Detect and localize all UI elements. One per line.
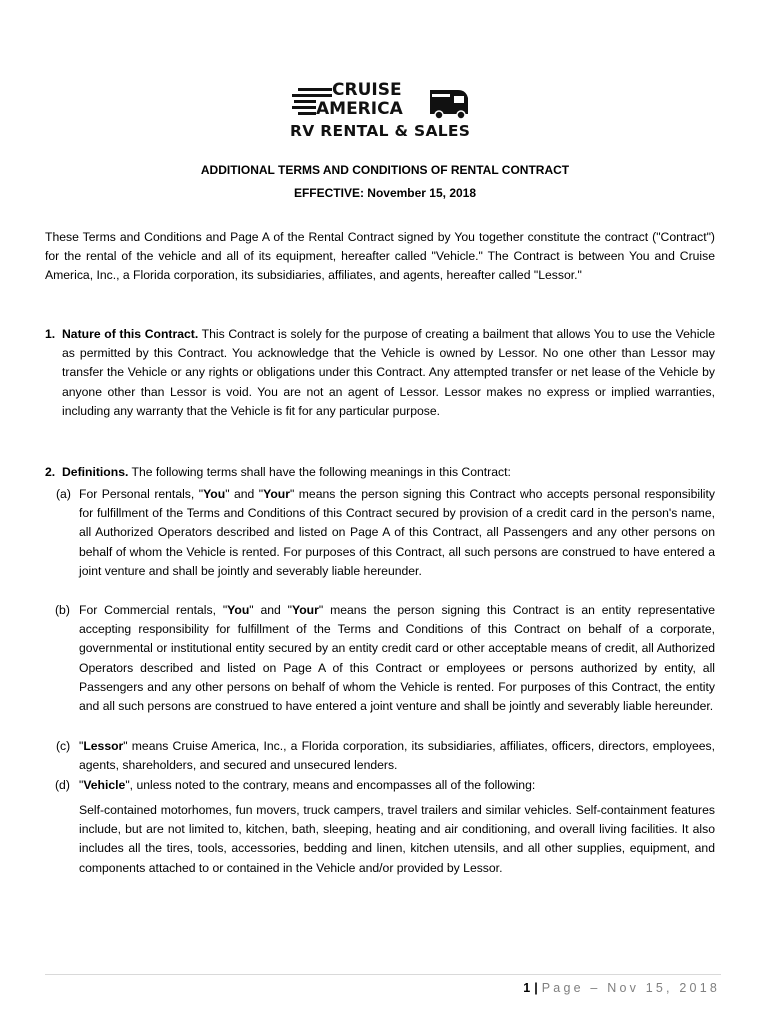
- item-d-label: (d): [55, 778, 70, 792]
- page-number: 1: [523, 981, 531, 995]
- section-2-number: 2.: [45, 465, 56, 479]
- cruise-america-logo: [288, 80, 474, 142]
- section-1-number: 1.: [45, 327, 56, 341]
- item-a-text: For Personal rentals, "You" and "Your" means the person signing this Contract who accepts personal responsibility for fulfillment of the Terms and Conditions of this Contract secured by provision of a credit card in the person's name, all Authorized Operators described and listed on Page A of this Contract, all Passengers and any other persons on behalf of whom the Vehicle is rented. For purposes of this Contract, all such persons are construed to have entered a joint venture and shall be jointly and severably liable hereunder.: [79, 487, 715, 578]
- effective-date: EFFECTIVE: November 15, 2018: [293, 186, 477, 200]
- logo-text-america: AMERICA: [316, 99, 403, 119]
- rv-icon: [428, 86, 470, 120]
- section-2-text: The following terms shall have the following meanings in this Contract:: [128, 465, 511, 479]
- section-1-text: This Contract is solely for the purpose of creating a bailment that allows You to use the Vehicle as permitted by this Contract. You acknowledge that the Vehicle is owned by Lessor. No one other than Lessor may transfer the Vehicle or any rights or obligations under this Contract. Any attempted transfer or net lease of the Vehicle by anyone other than Lessor is void. You are not an agent of Lessor. Lessor makes no express or implied warranties, including any warranty that the Vehicle is fit for any particular purpose.: [62, 327, 715, 418]
- footer-text: Page – Nov 15, 2018: [541, 981, 720, 995]
- item-a-label: (a): [56, 487, 71, 501]
- section-2-intro: [62, 463, 715, 482]
- logo-text-cruise: CRUISE: [332, 80, 402, 100]
- item-d-text: "Vehicle", unless noted to the contrary, means and encompasses all of the following:: [79, 778, 536, 792]
- section-2-heading: Definitions.: [62, 465, 129, 479]
- section-1-heading: Nature of this Contract.: [62, 327, 199, 341]
- footer-separator: |: [534, 981, 538, 995]
- section-1: [62, 325, 715, 421]
- vehicle-description: Self-contained motorhomes, fun movers, truck campers, travel trailers and similar vehicles. Self-containment features include, but are not limited to, kitchen, bath, sleeping, heating and air conditioning, and overall living facilities. It also includes all the tires, tools, accessories, bedding and linen, kitchen utensils, and all other supplies, equipment, and components attached to or contained in the Vehicle and/or provided by Lessor.: [79, 803, 715, 875]
- item-b-text: For Commercial rentals, "You" and "Your" means the person signing this Contract is an entity representative accepting responsibility for fulfillment of the Terms and Conditions of this Contract on behalf of a corporate, governmental or institutional entity secured by an entity credit card or other acceptable means of credit, all Authorized Operators described and listed on Page A of this Contract or employees or persons authorized by entity, all Passengers and any other persons on behalf of whom the Vehicle is rented. For purposes of this Contract, the entity and all such persons are construed to have entered a joint venture and shall be jointly and severably liable hereunder.: [79, 603, 715, 714]
- logo-text-rv-rental: RV RENTAL & SALES: [290, 122, 471, 140]
- footer-divider: [45, 974, 721, 975]
- page-footer: [523, 979, 720, 997]
- item-c-text: "Lessor" means Cruise America, Inc., a Florida corporation, its subsidiaries, affiliates, officers, directors, employees, agents, shareholders, and secured and unsecured lenders.: [79, 739, 715, 773]
- item-c-label: (c): [56, 739, 71, 753]
- item-b-label: (b): [55, 603, 70, 617]
- intro-paragraph: These Terms and Conditions and Page A of the Rental Contract signed by You together constitute the contract ("Contract") for the rental of the vehicle and all of its equipment, hereafter called "Vehicle." The Contract is between You and Cruise America, Inc., a Florida corporation, its subsidiaries, affiliates, and agents, hereafter called "Lessor.": [45, 230, 715, 283]
- document-title: ADDITIONAL TERMS AND CONDITIONS OF RENTAL CONTRACT: [200, 163, 570, 177]
